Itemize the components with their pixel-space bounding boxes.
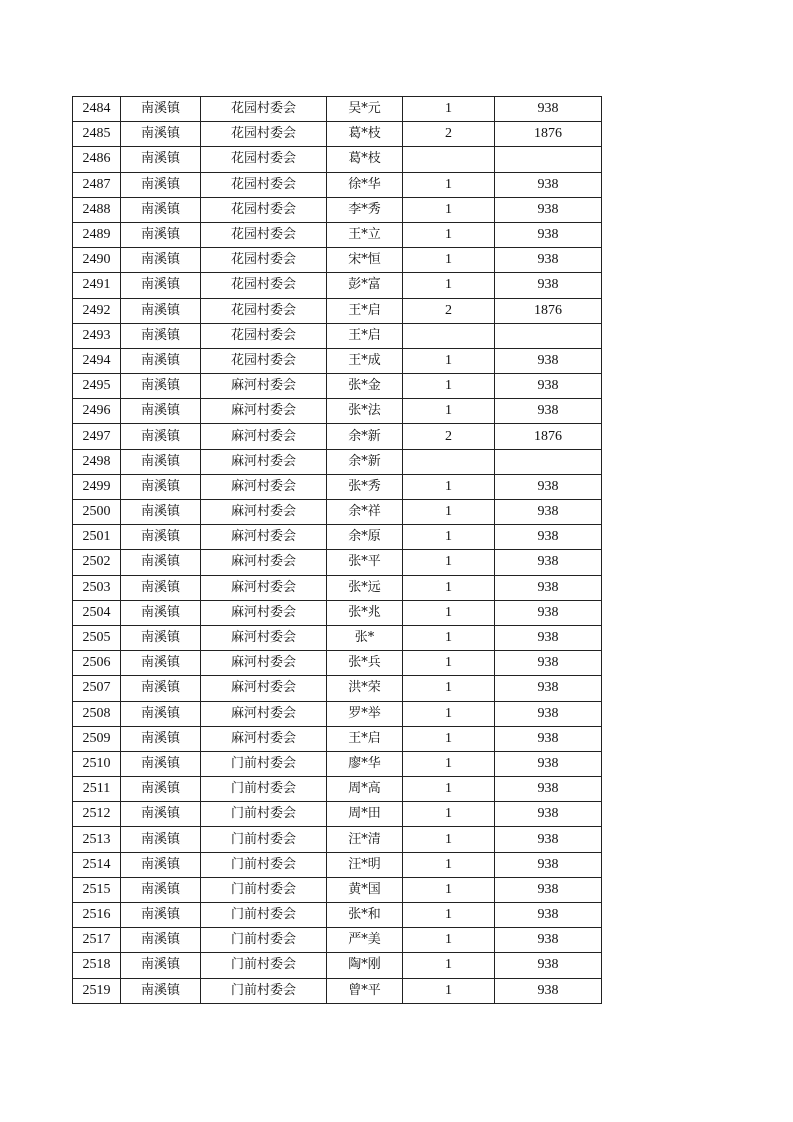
town-cell: 南溪镇	[121, 172, 201, 197]
row-number-cell: 2513	[73, 827, 121, 852]
row-number-cell: 2485	[73, 122, 121, 147]
count-cell: 1	[403, 172, 495, 197]
name-cell: 廖*华	[327, 751, 403, 776]
amount-cell: 1876	[495, 424, 602, 449]
table-row	[73, 827, 602, 852]
row-number-cell: 2518	[73, 953, 121, 978]
name-cell: 曾*平	[327, 978, 403, 1003]
amount-cell: 938	[495, 197, 602, 222]
name-cell: 李*秀	[327, 197, 403, 222]
table-row	[73, 449, 602, 474]
name-cell: 余*原	[327, 525, 403, 550]
name-cell: 张*兆	[327, 600, 403, 625]
name-cell: 彭*富	[327, 273, 403, 298]
row-number-cell: 2488	[73, 197, 121, 222]
village-committee-cell: 门前村委会	[201, 928, 327, 953]
village-committee-cell: 门前村委会	[201, 978, 327, 1003]
village-committee-cell: 花园村委会	[201, 147, 327, 172]
row-number-cell: 2492	[73, 298, 121, 323]
amount-cell: 938	[495, 751, 602, 776]
village-committee-cell: 麻河村委会	[201, 550, 327, 575]
village-committee-cell: 门前村委会	[201, 903, 327, 928]
count-cell: 1	[403, 600, 495, 625]
amount-cell: 938	[495, 651, 602, 676]
name-cell: 严*美	[327, 928, 403, 953]
subsidy-table	[72, 96, 602, 1004]
table-row	[73, 726, 602, 751]
village-committee-cell: 麻河村委会	[201, 625, 327, 650]
name-cell: 黄*国	[327, 877, 403, 902]
village-committee-cell: 麻河村委会	[201, 600, 327, 625]
amount-cell: 938	[495, 525, 602, 550]
count-cell	[403, 449, 495, 474]
count-cell: 1	[403, 827, 495, 852]
village-committee-cell: 花园村委会	[201, 273, 327, 298]
town-cell: 南溪镇	[121, 500, 201, 525]
table-row	[73, 802, 602, 827]
town-cell: 南溪镇	[121, 474, 201, 499]
table-row	[73, 197, 602, 222]
village-committee-cell: 花园村委会	[201, 122, 327, 147]
count-cell: 1	[403, 978, 495, 1003]
row-number-cell: 2519	[73, 978, 121, 1003]
row-number-cell: 2486	[73, 147, 121, 172]
count-cell: 1	[403, 222, 495, 247]
amount-cell: 938	[495, 877, 602, 902]
count-cell: 1	[403, 474, 495, 499]
village-committee-cell: 门前村委会	[201, 802, 327, 827]
village-committee-cell: 花园村委会	[201, 298, 327, 323]
table-row	[73, 651, 602, 676]
village-committee-cell: 花园村委会	[201, 197, 327, 222]
amount-cell: 938	[495, 625, 602, 650]
table-row	[73, 625, 602, 650]
row-number-cell: 2503	[73, 575, 121, 600]
count-cell: 1	[403, 399, 495, 424]
name-cell: 吴*元	[327, 97, 403, 122]
count-cell: 1	[403, 676, 495, 701]
town-cell: 南溪镇	[121, 625, 201, 650]
table-row	[73, 903, 602, 928]
table-row	[73, 852, 602, 877]
amount-cell	[495, 323, 602, 348]
village-committee-cell: 麻河村委会	[201, 676, 327, 701]
amount-cell: 938	[495, 852, 602, 877]
amount-cell: 938	[495, 676, 602, 701]
row-number-cell: 2515	[73, 877, 121, 902]
town-cell: 南溪镇	[121, 374, 201, 399]
count-cell: 1	[403, 852, 495, 877]
amount-cell: 938	[495, 903, 602, 928]
count-cell: 1	[403, 273, 495, 298]
amount-cell: 1876	[495, 298, 602, 323]
amount-cell: 938	[495, 928, 602, 953]
amount-cell: 938	[495, 273, 602, 298]
table-row	[73, 701, 602, 726]
town-cell: 南溪镇	[121, 399, 201, 424]
town-cell: 南溪镇	[121, 676, 201, 701]
table-row	[73, 500, 602, 525]
town-cell: 南溪镇	[121, 147, 201, 172]
name-cell: 葛*枝	[327, 147, 403, 172]
row-number-cell: 2497	[73, 424, 121, 449]
village-committee-cell: 麻河村委会	[201, 449, 327, 474]
town-cell: 南溪镇	[121, 323, 201, 348]
name-cell: 洪*荣	[327, 676, 403, 701]
village-committee-cell: 麻河村委会	[201, 399, 327, 424]
village-committee-cell: 花园村委会	[201, 248, 327, 273]
amount-cell: 938	[495, 575, 602, 600]
name-cell: 余*新	[327, 449, 403, 474]
row-number-cell: 2516	[73, 903, 121, 928]
amount-cell	[495, 449, 602, 474]
amount-cell: 938	[495, 953, 602, 978]
count-cell	[403, 147, 495, 172]
town-cell: 南溪镇	[121, 600, 201, 625]
count-cell: 1	[403, 525, 495, 550]
row-number-cell: 2499	[73, 474, 121, 499]
row-number-cell: 2501	[73, 525, 121, 550]
table-row	[73, 172, 602, 197]
village-committee-cell: 麻河村委会	[201, 701, 327, 726]
name-cell: 罗*举	[327, 701, 403, 726]
table-row	[73, 575, 602, 600]
row-number-cell: 2508	[73, 701, 121, 726]
town-cell: 南溪镇	[121, 726, 201, 751]
name-cell: 周*高	[327, 777, 403, 802]
village-committee-cell: 麻河村委会	[201, 575, 327, 600]
village-committee-cell: 花园村委会	[201, 222, 327, 247]
row-number-cell: 2510	[73, 751, 121, 776]
table-row	[73, 147, 602, 172]
village-committee-cell: 门前村委会	[201, 852, 327, 877]
name-cell: 王*立	[327, 222, 403, 247]
name-cell: 余*祥	[327, 500, 403, 525]
town-cell: 南溪镇	[121, 777, 201, 802]
count-cell: 1	[403, 877, 495, 902]
count-cell: 2	[403, 122, 495, 147]
table-row	[73, 298, 602, 323]
count-cell: 1	[403, 248, 495, 273]
town-cell: 南溪镇	[121, 877, 201, 902]
name-cell: 张*法	[327, 399, 403, 424]
table-row	[73, 248, 602, 273]
village-committee-cell: 麻河村委会	[201, 474, 327, 499]
amount-cell: 938	[495, 474, 602, 499]
town-cell: 南溪镇	[121, 525, 201, 550]
row-number-cell: 2504	[73, 600, 121, 625]
village-committee-cell: 门前村委会	[201, 751, 327, 776]
village-committee-cell: 麻河村委会	[201, 726, 327, 751]
town-cell: 南溪镇	[121, 751, 201, 776]
amount-cell	[495, 147, 602, 172]
town-cell: 南溪镇	[121, 575, 201, 600]
row-number-cell: 2509	[73, 726, 121, 751]
row-number-cell: 2511	[73, 777, 121, 802]
table-row	[73, 399, 602, 424]
town-cell: 南溪镇	[121, 827, 201, 852]
table-row	[73, 953, 602, 978]
table-row	[73, 550, 602, 575]
name-cell: 张*远	[327, 575, 403, 600]
amount-cell: 1876	[495, 122, 602, 147]
count-cell: 1	[403, 348, 495, 373]
table-row	[73, 978, 602, 1003]
table-row	[73, 97, 602, 122]
amount-cell: 938	[495, 726, 602, 751]
village-committee-cell: 花园村委会	[201, 323, 327, 348]
count-cell: 2	[403, 424, 495, 449]
name-cell: 张*平	[327, 550, 403, 575]
amount-cell: 938	[495, 550, 602, 575]
town-cell: 南溪镇	[121, 802, 201, 827]
table-row	[73, 525, 602, 550]
amount-cell: 938	[495, 600, 602, 625]
count-cell: 1	[403, 625, 495, 650]
name-cell: 王*启	[327, 726, 403, 751]
town-cell: 南溪镇	[121, 701, 201, 726]
name-cell: 陶*刚	[327, 953, 403, 978]
amount-cell: 938	[495, 97, 602, 122]
town-cell: 南溪镇	[121, 928, 201, 953]
village-committee-cell: 门前村委会	[201, 877, 327, 902]
village-committee-cell: 麻河村委会	[201, 651, 327, 676]
table-row	[73, 928, 602, 953]
town-cell: 南溪镇	[121, 449, 201, 474]
village-committee-cell: 麻河村委会	[201, 500, 327, 525]
town-cell: 南溪镇	[121, 222, 201, 247]
name-cell: 王*成	[327, 348, 403, 373]
town-cell: 南溪镇	[121, 978, 201, 1003]
amount-cell: 938	[495, 348, 602, 373]
count-cell: 1	[403, 726, 495, 751]
village-committee-cell: 花园村委会	[201, 172, 327, 197]
table-row	[73, 348, 602, 373]
table-row	[73, 751, 602, 776]
village-committee-cell: 麻河村委会	[201, 525, 327, 550]
table-row	[73, 374, 602, 399]
amount-cell: 938	[495, 399, 602, 424]
count-cell: 1	[403, 777, 495, 802]
row-number-cell: 2500	[73, 500, 121, 525]
row-number-cell: 2502	[73, 550, 121, 575]
count-cell: 1	[403, 751, 495, 776]
table-row	[73, 273, 602, 298]
town-cell: 南溪镇	[121, 273, 201, 298]
count-cell: 1	[403, 928, 495, 953]
table-row	[73, 777, 602, 802]
table-row	[73, 122, 602, 147]
town-cell: 南溪镇	[121, 852, 201, 877]
count-cell: 1	[403, 953, 495, 978]
row-number-cell: 2490	[73, 248, 121, 273]
count-cell: 1	[403, 903, 495, 928]
amount-cell: 938	[495, 827, 602, 852]
row-number-cell: 2494	[73, 348, 121, 373]
name-cell: 徐*华	[327, 172, 403, 197]
table-row	[73, 323, 602, 348]
table-row	[73, 474, 602, 499]
row-number-cell: 2506	[73, 651, 121, 676]
count-cell: 1	[403, 802, 495, 827]
row-number-cell: 2496	[73, 399, 121, 424]
town-cell: 南溪镇	[121, 651, 201, 676]
count-cell: 1	[403, 651, 495, 676]
table-row	[73, 676, 602, 701]
count-cell	[403, 323, 495, 348]
name-cell: 张*和	[327, 903, 403, 928]
row-number-cell: 2514	[73, 852, 121, 877]
table-row	[73, 877, 602, 902]
row-number-cell: 2489	[73, 222, 121, 247]
town-cell: 南溪镇	[121, 197, 201, 222]
row-number-cell: 2484	[73, 97, 121, 122]
village-committee-cell: 花园村委会	[201, 348, 327, 373]
name-cell: 张*金	[327, 374, 403, 399]
village-committee-cell: 花园村委会	[201, 97, 327, 122]
count-cell: 1	[403, 97, 495, 122]
table-row	[73, 222, 602, 247]
amount-cell: 938	[495, 172, 602, 197]
row-number-cell: 2495	[73, 374, 121, 399]
name-cell: 王*启	[327, 323, 403, 348]
town-cell: 南溪镇	[121, 122, 201, 147]
village-committee-cell: 门前村委会	[201, 827, 327, 852]
town-cell: 南溪镇	[121, 424, 201, 449]
amount-cell: 938	[495, 248, 602, 273]
name-cell: 汪*清	[327, 827, 403, 852]
row-number-cell: 2507	[73, 676, 121, 701]
amount-cell: 938	[495, 500, 602, 525]
village-committee-cell: 麻河村委会	[201, 374, 327, 399]
count-cell: 1	[403, 701, 495, 726]
count-cell: 1	[403, 197, 495, 222]
village-committee-cell: 麻河村委会	[201, 424, 327, 449]
name-cell: 王*启	[327, 298, 403, 323]
count-cell: 1	[403, 500, 495, 525]
row-number-cell: 2498	[73, 449, 121, 474]
name-cell: 张*	[327, 625, 403, 650]
town-cell: 南溪镇	[121, 903, 201, 928]
count-cell: 1	[403, 575, 495, 600]
village-committee-cell: 门前村委会	[201, 953, 327, 978]
amount-cell: 938	[495, 802, 602, 827]
table-row	[73, 600, 602, 625]
town-cell: 南溪镇	[121, 550, 201, 575]
town-cell: 南溪镇	[121, 348, 201, 373]
name-cell: 张*兵	[327, 651, 403, 676]
town-cell: 南溪镇	[121, 248, 201, 273]
row-number-cell: 2512	[73, 802, 121, 827]
name-cell: 张*秀	[327, 474, 403, 499]
count-cell: 2	[403, 298, 495, 323]
town-cell: 南溪镇	[121, 953, 201, 978]
village-committee-cell: 门前村委会	[201, 777, 327, 802]
count-cell: 1	[403, 374, 495, 399]
row-number-cell: 2517	[73, 928, 121, 953]
amount-cell: 938	[495, 777, 602, 802]
row-number-cell: 2491	[73, 273, 121, 298]
amount-cell: 938	[495, 701, 602, 726]
table-row	[73, 424, 602, 449]
row-number-cell: 2505	[73, 625, 121, 650]
name-cell: 葛*枝	[327, 122, 403, 147]
row-number-cell: 2493	[73, 323, 121, 348]
name-cell: 余*新	[327, 424, 403, 449]
name-cell: 宋*恒	[327, 248, 403, 273]
count-cell: 1	[403, 550, 495, 575]
town-cell: 南溪镇	[121, 97, 201, 122]
table-body	[73, 97, 602, 1004]
amount-cell: 938	[495, 978, 602, 1003]
name-cell: 汪*明	[327, 852, 403, 877]
amount-cell: 938	[495, 222, 602, 247]
town-cell: 南溪镇	[121, 298, 201, 323]
row-number-cell: 2487	[73, 172, 121, 197]
amount-cell: 938	[495, 374, 602, 399]
name-cell: 周*田	[327, 802, 403, 827]
